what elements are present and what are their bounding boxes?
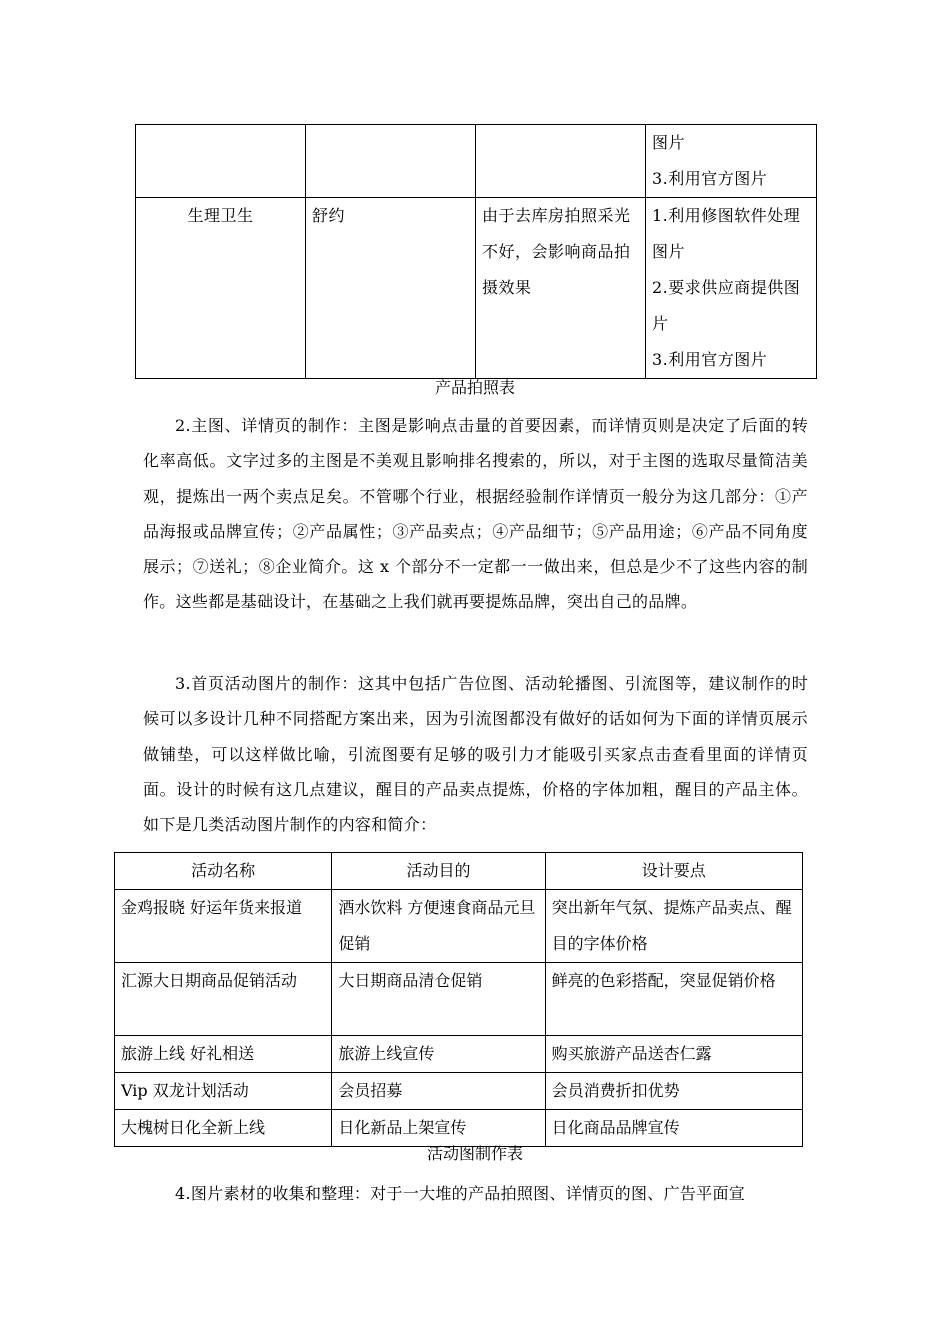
- table-cell: 大日期商品清仓促销: [332, 963, 545, 1036]
- table-cell: 旅游上线宣传: [332, 1036, 545, 1073]
- table-cell: 鲜亮的色彩搭配，突显促销价格: [545, 963, 802, 1036]
- table-caption: 产品拍照表: [434, 378, 515, 397]
- table-header-cell: 设计要点: [545, 853, 802, 890]
- table-cell: [306, 125, 476, 198]
- table-header-cell: 活动名称: [115, 853, 332, 890]
- table-cell: 会员招募: [332, 1073, 545, 1110]
- table-cell: [136, 125, 306, 198]
- table-row: [136, 198, 817, 379]
- table-caption: 活动图制作表: [426, 1144, 523, 1163]
- table-cell: [646, 125, 817, 198]
- table-row: [115, 1073, 803, 1110]
- solution-line: 3.利用官方图片: [652, 350, 768, 369]
- table-cell: 会员消费折扣优势: [545, 1073, 802, 1110]
- solution-line: 2.要求供应商提供图片: [652, 278, 801, 333]
- solution-line: 3.利用官方图片: [652, 169, 768, 188]
- table-row: [115, 963, 803, 1036]
- paragraph: 3.首页活动图片的制作：这其中包括广告位图、活动轮播图、引流图等，建议制作的时候可以多设计几种不同搭配方案出来，因为引流图都没有做好的话如何为下面的详情页展示做铺垫，可以这样做比喻，引流图要有足够的吸引力才能吸引买家点击查看里面的详情页面。设计的时候有这几点建议，醒目的产品卖点提炼，价格的字体加粗，醒目的产品主体。如下是几类活动图片制作的内容和简介：: [143, 674, 808, 835]
- table-row: [115, 1036, 803, 1073]
- table-cell: Vip 双龙计划活动: [115, 1073, 332, 1110]
- table-cell: 舒约: [306, 198, 476, 379]
- paragraph: 2.主图、详情页的制作：主图是影响点击量的首要因素，而详情页则是决定了后面的转化率高低。文字过多的主图是不美观且影响排名搜索的，所以，对于主图的选取尽量简洁美观，提炼出一两个卖点足矣。不管哪个行业，根据经验制作详情页一般分为这几部分：①产品海报或品牌宣传；②产品属性；③产品卖点；④产品细节；⑤产品用途；⑥产品不同角度展示；⑦送礼；⑧企业简介。这 x 个部分不一定都一一做出来，但总是少不了这些内容的制作。这些都是基础设计，在基础之上我们就再要提炼品牌，突出自己的品牌。: [143, 416, 808, 612]
- table-cell: 突出新年气氛、提炼产品卖点、醒目的字体价格: [545, 890, 802, 963]
- table-header-row: [115, 853, 803, 890]
- product-photo-table: [135, 124, 817, 379]
- table-cell: 汇源大日期商品促销活动: [115, 963, 332, 1036]
- paragraph: 4.图片素材的收集和整理：对于一大堆的产品拍照图、详情页的图、广告平面宣: [175, 1184, 746, 1203]
- table-cell: 生理卫生: [136, 198, 306, 379]
- table-cell: 金鸡报晓 好运年货来报道: [115, 890, 332, 963]
- table-cell: 日化新品上架宣传: [332, 1110, 545, 1147]
- table-cell: 日化商品品牌宣传: [545, 1110, 802, 1147]
- table-cell: 酒水饮料 方便速食商品元旦促销: [332, 890, 545, 963]
- table-cell: 旅游上线 好礼相送: [115, 1036, 332, 1073]
- solution-line: 1.利用修图软件处理图片: [652, 206, 801, 261]
- table-row: [115, 1110, 803, 1147]
- activity-image-table: [114, 852, 803, 1147]
- table-header-cell: 活动目的: [332, 853, 545, 890]
- table-cell: 大槐树日化全新上线: [115, 1110, 332, 1147]
- table-cell: 由于去库房拍照采光不好，会影响商品拍摄效果: [476, 198, 646, 379]
- table-cell: [646, 198, 817, 379]
- solution-line: 图片: [652, 133, 686, 152]
- table-cell: [476, 125, 646, 198]
- table-row: [136, 125, 817, 198]
- table-cell: 购买旅游产品送杏仁露: [545, 1036, 802, 1073]
- table-row: [115, 890, 803, 963]
